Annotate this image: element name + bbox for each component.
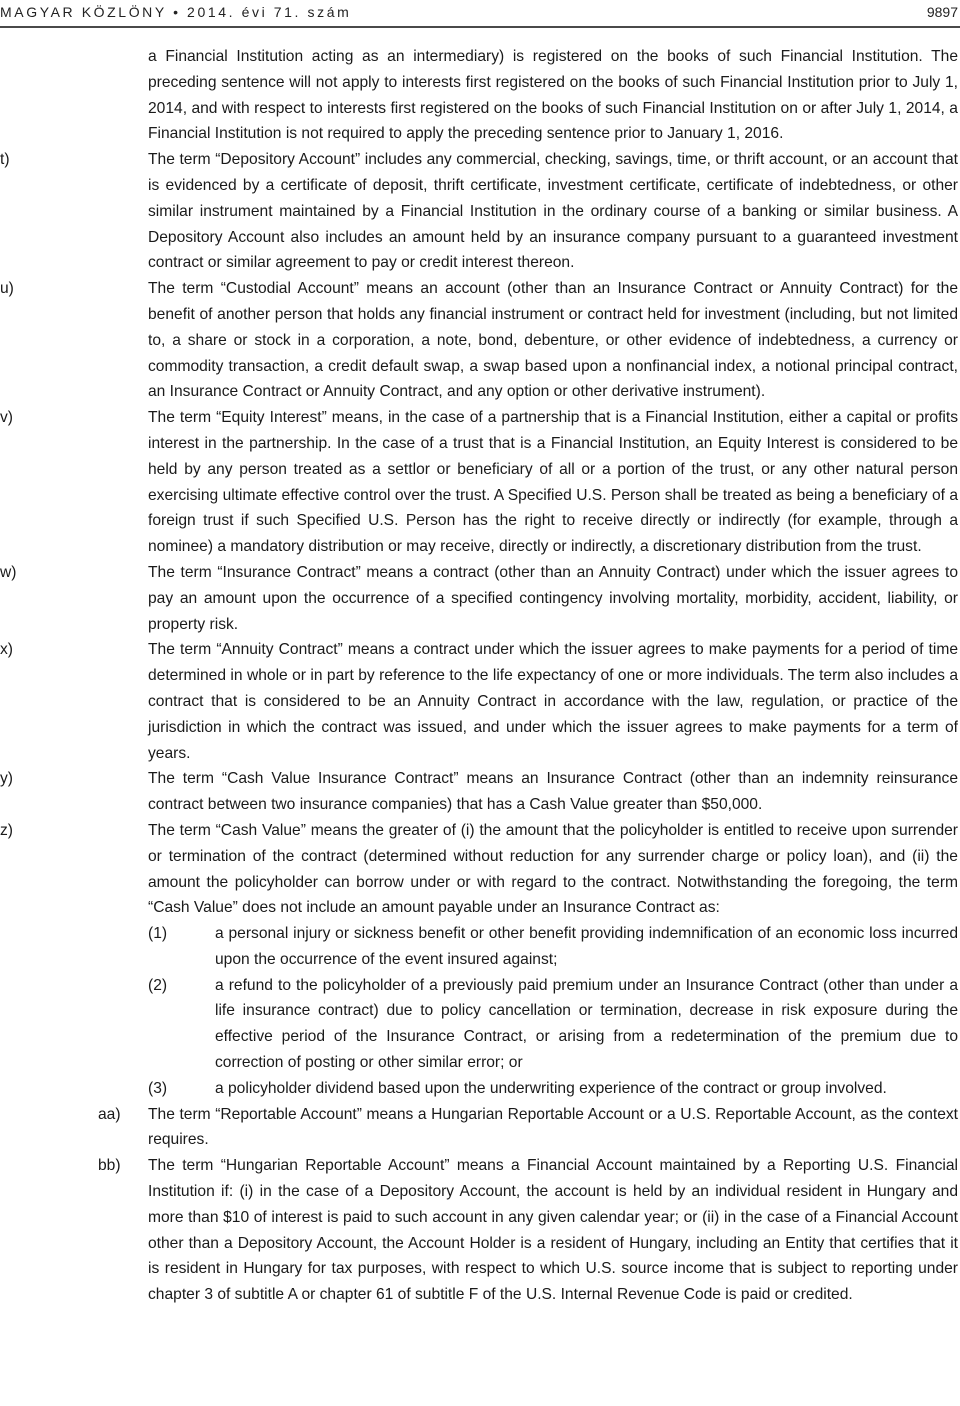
item-text: The term “Custodial Account” means an account (other than an Insurance Contract or Annuity Contract) for the benefit of another person that holds any financial instrument or contract held for investment (including, but not limited to, a share or stock in a corporation, a note, bond, debenture, or other evidence of indebtedness, a currency or commodity transaction, a credit default swap, a swap based upon a nonfinancial index, a notional principal contract, an Insurance Contract or Annuity Contract, and any option or other derivative instrument). bbox=[148, 280, 958, 401]
definition-item-t bbox=[0, 147, 958, 276]
definition-item-x bbox=[0, 637, 958, 766]
item-label: u) bbox=[0, 280, 14, 298]
sub-item-label: (1) bbox=[148, 925, 168, 943]
item-text: The term “Hungarian Reportable Account” means a Financial Account maintained by a Reporting U.S. Financial Institution if: (i) in the case of a Depository Account, the account is held by an individual resident in Hungary and more than $10 of interest is paid to such account in any given calendar year; or (ii) in the case of a Financial Account other than a Depository Account, the Account Holder is a resident of Hungary, including an Entity that certifies that it is resident in Hungary for tax purposes, with respect to which U.S. source income that is subject to reporting under chapter 3 of subtitle A or chapter 61 of subtitle F of the U.S. Internal Revenue Code is paid or credited. bbox=[148, 1157, 958, 1304]
definition-item-v bbox=[0, 405, 958, 560]
item-label: v) bbox=[0, 409, 13, 427]
item-text: The term “Cash Value” means the greater of (i) the amount that the policyholder is entitled to receive upon surrender or termination of the contract (determined without reduction for any surrender charge or policy loan), and (ii) the amount the policyholder can borrow under or with regard to the contract. Notwithstanding the foregoing, the term “Cash Value” does not include an amount payable under an Insurance Contract as: bbox=[148, 821, 958, 917]
item-label: aa) bbox=[98, 1105, 121, 1123]
item-text: The term “Depository Account” includes any commercial, checking, savings, time, or thrift account, or an account that is evidenced by a certificate of deposit, thrift certificate, investment certificate, certificate of indebtedness, or other similar instrument maintained by a Financial Institution in the ordinary course of a banking or similar business. A Depository Account also includes an amount held by an insurance company pursuant to a guaranteed investment contract or similar agreement to pay or credit interest thereon. bbox=[148, 151, 958, 272]
sub-item-text: a policyholder dividend based upon the underwriting experience of the contract or group involved. bbox=[215, 1079, 887, 1097]
definition-item-y bbox=[0, 766, 958, 818]
item-label: w) bbox=[0, 563, 17, 581]
item-text: The term “Cash Value Insurance Contract” means an Insurance Contract (other than an indemnity reinsurance contract between two insurance companies) that has a Cash Value greater than $50,000. bbox=[148, 770, 958, 814]
item-text: The term “Equity Interest” means, in the case of a partnership that is a Financial Institution, either a capital or profits interest in the partnership. In the case of a trust that is a Financial Institution, an Equity Interest is considered to be held by any person treated as a settlor or beneficiary of all or a portion of the trust, or any other natural person exercising ultimate effective control over the trust. A Specified U.S. Person shall be treated as being a beneficiary of a foreign trust if such Specified U.S. Person has the right to receive directly or indirectly (for example, through a nominee) a mandatory distribution or may receive, directly or indirectly, a discretionary distribution from the trust. bbox=[148, 409, 958, 556]
sub-item-text: a personal injury or sickness benefit or other benefit providing indemnification of an economic loss incurred upon the occurrence of the event insured against; bbox=[215, 925, 958, 968]
definition-item-z bbox=[0, 818, 958, 921]
sub-item-label: (2) bbox=[148, 976, 168, 994]
sub-item-text: a refund to the policyholder of a previously paid premium under an Insurance Contract (other than under a life insurance contract) due to policy cancellation or termination, decrease in risk exposure during the effective period of the Insurance Contract, or arising from a redetermination of the premium due to correction of posting or other similar error; or bbox=[215, 976, 958, 1072]
item-text: The term “Reportable Account” means a Hungarian Reportable Account or a U.S. Reportable Account, as the context requires. bbox=[148, 1105, 958, 1149]
item-label: bb) bbox=[98, 1157, 121, 1175]
paragraph-text: a Financial Institution acting as an intermediary) is registered on the books of such Financial Institution. The preceding sentence will not apply to interests first registered on the books of such Financial Institution prior to July 1, 2014, and with respect to interests first registered on the books of such Financial Institution on or after July 1, 2014, a Financial Institution is not required to apply the preceding sentence prior to January 1, 2016. bbox=[148, 48, 958, 143]
definition-item-aa bbox=[0, 1102, 958, 1154]
definition-item-bb bbox=[0, 1153, 958, 1308]
item-text: The term “Annuity Contract” means a contract under which the issuer agrees to make payments for a period of time determined in whole or in part by reference to the life expectancy of one or more individuals. The term also includes a contract that is considered to be an Annuity Contract in accordance with the law, regulation, or practice of the jurisdiction in which the contract was issued, and under which the issuer agrees to make payments for a term of years. bbox=[148, 641, 958, 762]
item-text: The term “Insurance Contract” means a contract (other than an Annuity Contract) under which the issuer agrees to pay an amount upon the occurrence of a specified contingency involving mortality, morbidity, accident, liability, or property risk. bbox=[148, 563, 958, 633]
page-header bbox=[0, 0, 960, 28]
page-number: 9897 bbox=[926, 4, 958, 20]
item-label: t) bbox=[0, 151, 10, 169]
definition-item-w bbox=[0, 560, 958, 637]
journal-title: MAGYAR KÖZLÖNY • 2014. évi 71. szám bbox=[0, 4, 352, 20]
intro-paragraph bbox=[0, 44, 958, 147]
item-label: z) bbox=[0, 821, 13, 839]
sub-item-2 bbox=[0, 973, 958, 1076]
item-label: y) bbox=[0, 770, 13, 788]
sub-item-3 bbox=[0, 1076, 958, 1102]
document-body bbox=[0, 44, 958, 1308]
item-label: x) bbox=[0, 641, 13, 659]
sub-item-label: (3) bbox=[148, 1079, 168, 1097]
sub-item-1 bbox=[0, 921, 958, 973]
definition-item-u bbox=[0, 276, 958, 405]
